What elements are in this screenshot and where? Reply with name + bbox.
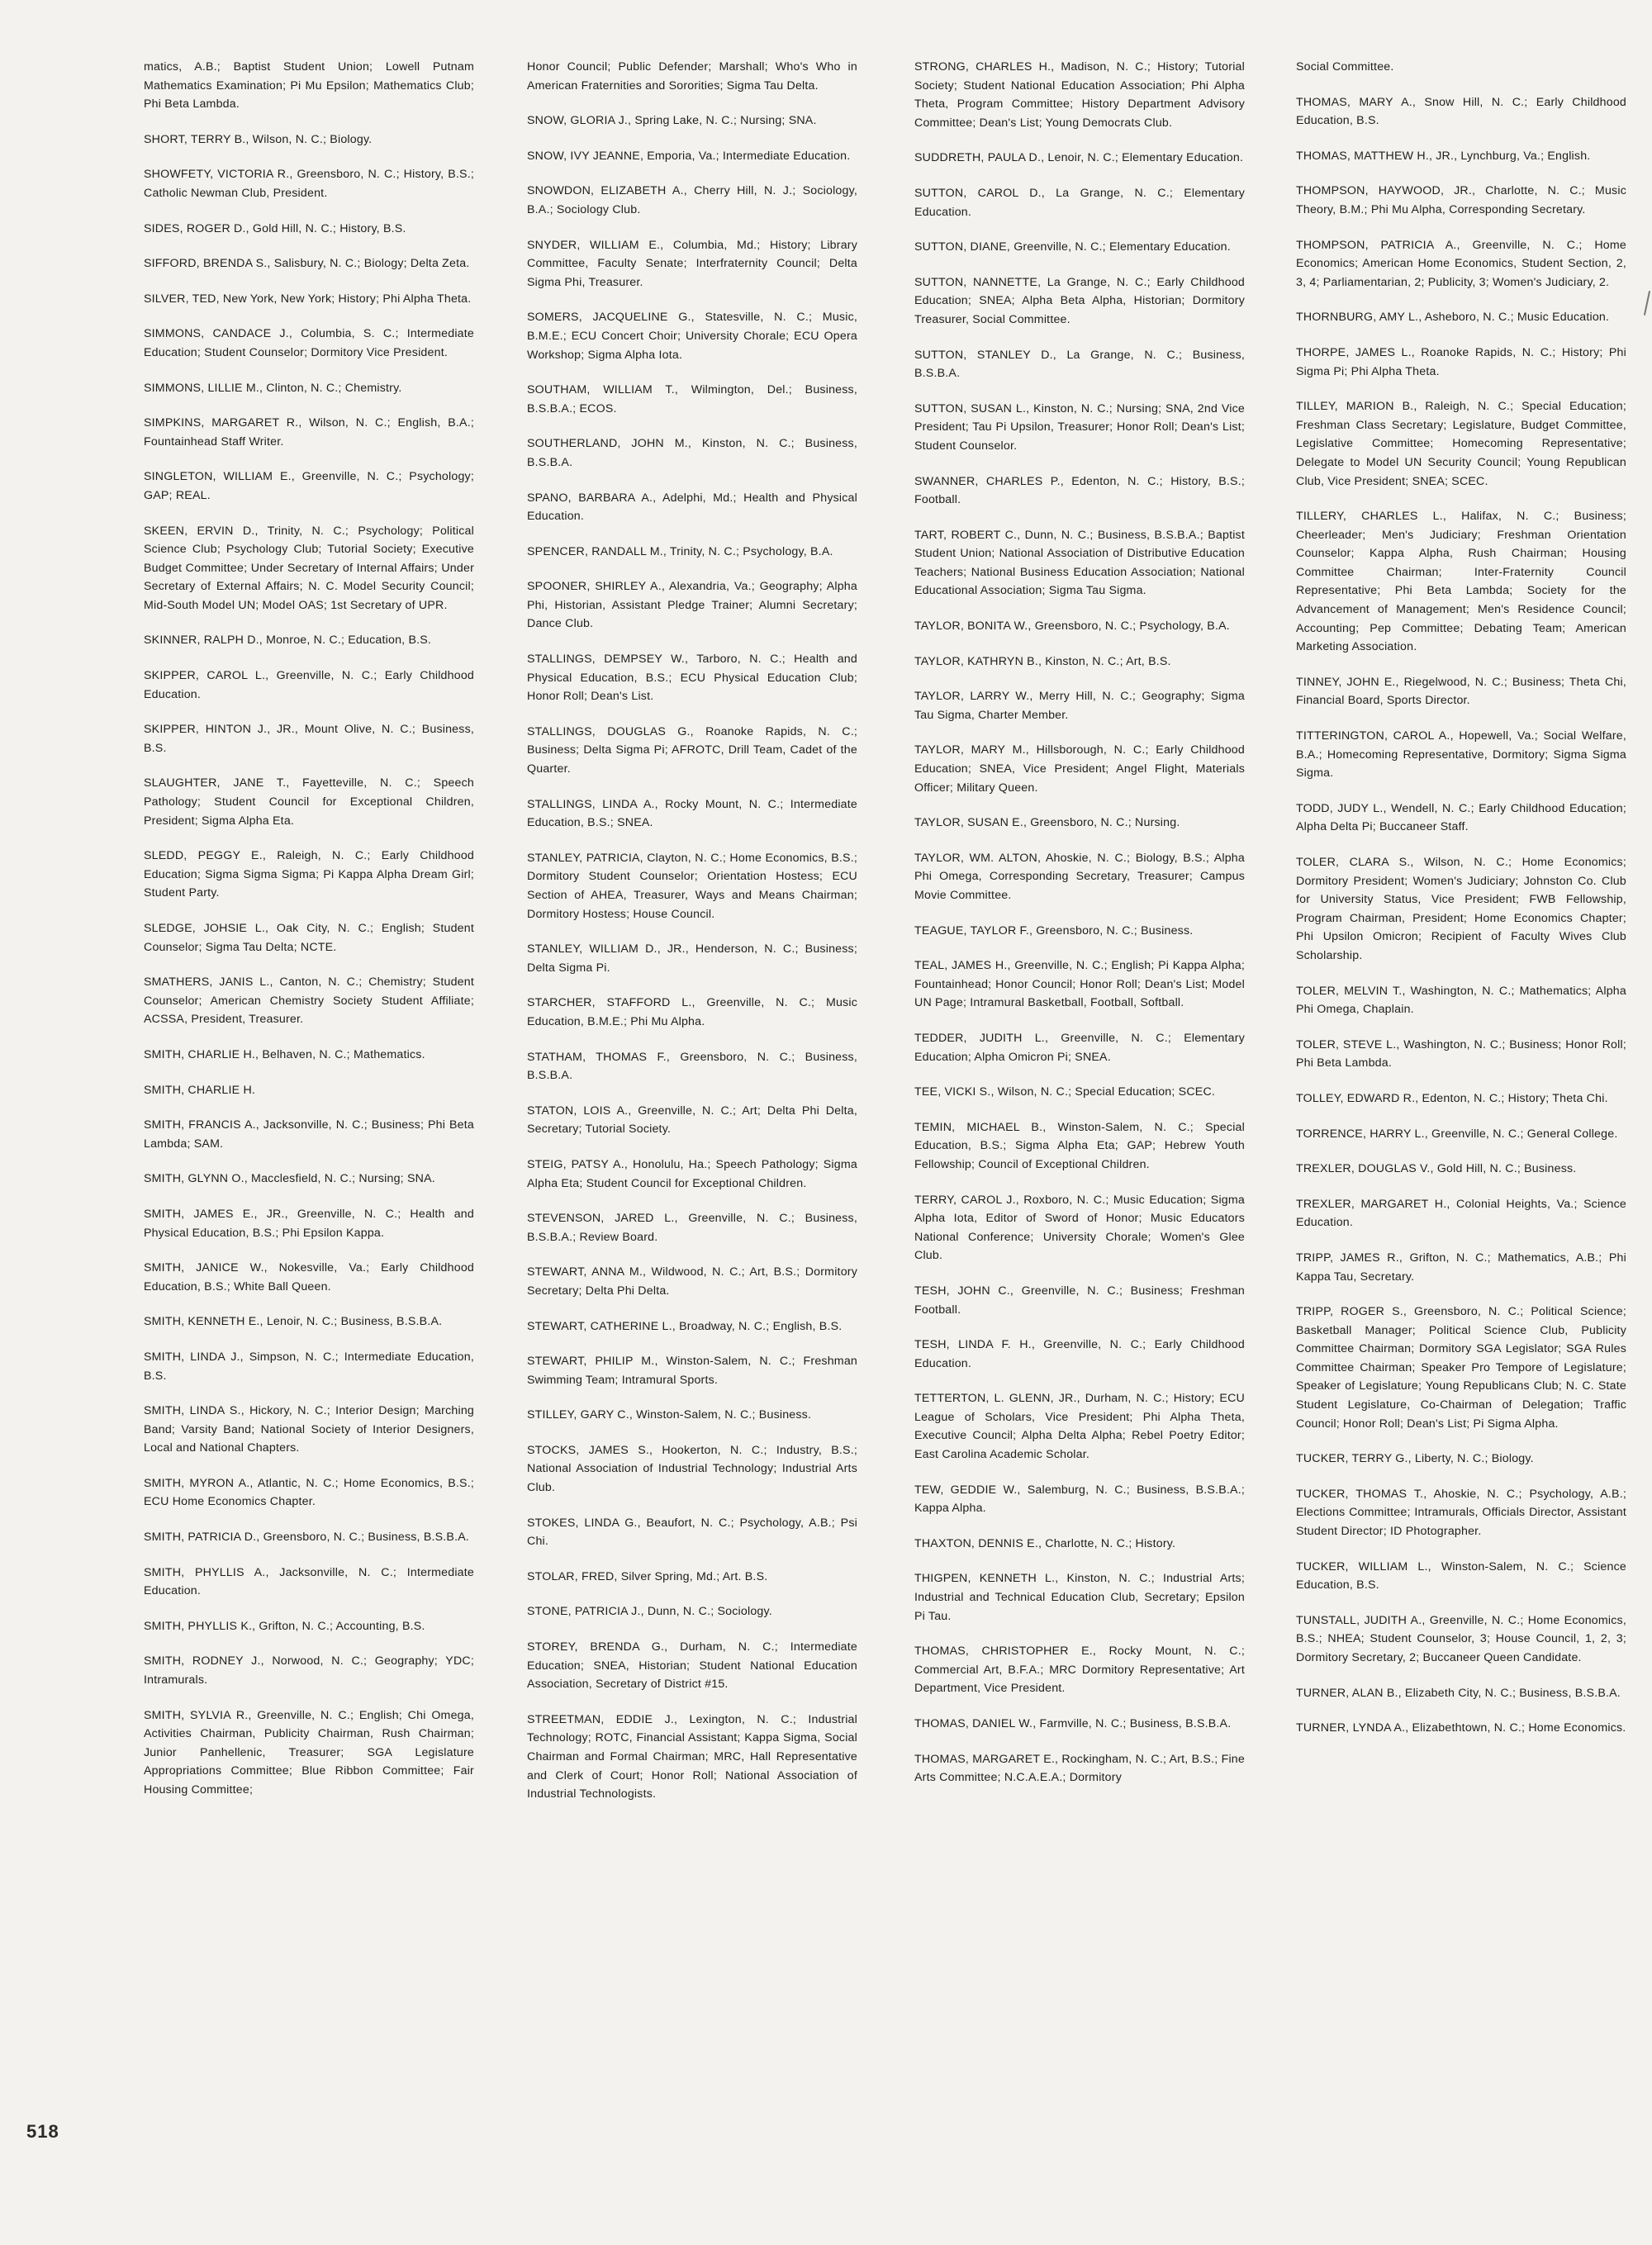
- student-entry: TINNEY, JOHN E., Riegelwood, N. C.; Business; Theta Chi, Financial Board, Sports Director.: [1296, 675, 1626, 708]
- student-entry: SNOW, IVY JEANNE, Emporia, Va.; Intermediate Education.: [527, 149, 851, 163]
- student-entry: SOUTHERLAND, JOHN M., Kinston, N. C.; Business, B.S.B.A.: [527, 437, 857, 469]
- student-entry: THOMAS, MARGARET E., Rockingham, N. C.; Art, B.S.; Fine Arts Committee; N.C.A.E.A.; Dormitory: [914, 1752, 1245, 1785]
- student-entry: THOMPSON, PATRICIA A., Greenville, N. C.; Home Economics; American Home Economics, Student Section, 2, 3, 4; Parliamentarian, 2; Publicity, 3; Women's Judiciary, 2.: [1296, 238, 1626, 289]
- student-entry: TAYLOR, WM. ALTON, Ahoskie, N. C.; Biology, B.S.; Alpha Phi Omega, Corresponding Secretary, Treasurer; Campus Movie Committee.: [914, 851, 1245, 902]
- student-entry: TOLER, CLARA S., Wilson, N. C.; Home Economics; Dormitory President; Women's Judiciary; Johnston Co. Club for University Status, Vice President; FWB Fellowship, Program Chairman, President; Home Economics Chapter; Phi Upsilon Omicron; Recipient of Faculty Wives Club Scholarship.: [1296, 856, 1626, 962]
- student-entry: SMITH, PATRICIA D., Greensboro, N. C.; Business, B.S.B.A.: [144, 1531, 470, 1545]
- student-entry: STOREY, BRENDA G., Durham, N. C.; Intermediate Education; SNEA, Historian; Student National Education Association, Secretary of District #15.: [527, 1640, 857, 1692]
- student-entry: SMITH, PHYLLIS A., Jacksonville, N. C.; Intermediate Education.: [144, 1565, 474, 1598]
- student-entry: TORRENCE, HARRY L., Greenville, N. C.; General College.: [1296, 1127, 1618, 1141]
- student-entry: THOMPSON, HAYWOOD, JR., Charlotte, N. C.; Music Theory, B.M.; Phi Mu Alpha, Corresponding Secretary.: [1296, 184, 1626, 216]
- student-entry: TEE, VICKI S., Wilson, N. C.; Special Education; SCEC.: [914, 1085, 1216, 1099]
- student-entry: TITTERINGTON, CAROL A., Hopewell, Va.; Social Welfare, B.A.; Homecoming Representative, Dormitory; Sigma Sigma Sigma.: [1296, 729, 1626, 781]
- student-entry: SNYDER, WILLIAM E., Columbia, Md.; History; Library Committee, Faculty Senate; Interfraternity Council; Delta Sigma Phi, Treasurer.: [527, 238, 857, 289]
- student-entry: TURNER, ALAN B., Elizabeth City, N. C.; Business, B.S.B.A.: [1296, 1686, 1621, 1700]
- student-entry: SMITH, CHARLIE H.: [144, 1083, 256, 1097]
- student-entry: TART, ROBERT C., Dunn, N. C.; Business, B.S.B.A.; Baptist Student Union; National Association of Distributive Education Teachers; National Business Education Association; National Educational Association; Sigma Tau Sigma.: [914, 528, 1245, 598]
- student-entry: STANLEY, WILLIAM D., JR., Henderson, N. C.; Business; Delta Sigma Pi.: [527, 942, 857, 975]
- student-entry: SIDES, ROGER D., Gold Hill, N. C.; History, B.S.: [144, 221, 406, 235]
- student-entry: TODD, JUDY L., Wendell, N. C.; Early Childhood Education; Alpha Delta Pi; Buccaneer Staff.: [1296, 801, 1626, 834]
- student-entry: SNOWDON, ELIZABETH A., Cherry Hill, N. J.; Sociology, B.A.; Sociology Club.: [527, 184, 857, 216]
- student-entry: SKINNER, RALPH D., Monroe, N. C.; Education, B.S.: [144, 634, 432, 648]
- student-entry: THIGPEN, KENNETH L., Kinston, N. C.; Industrial Arts; Industrial and Technical Education Club, Secretary; Epsilon Pi Tau.: [914, 1572, 1245, 1623]
- student-entry: SINGLETON, WILLIAM E., Greenville, N. C.; Psychology; GAP; REAL.: [144, 470, 474, 502]
- student-entry: STALLINGS, DEMPSEY W., Tarboro, N. C.; Health and Physical Education, B.S.; ECU Physical Education Club; Honor Roll; Dean's List.: [527, 653, 857, 704]
- student-entry: TREXLER, MARGARET H., Colonial Heights, Va.; Science Education.: [1296, 1197, 1626, 1230]
- student-entry: TEAGUE, TAYLOR F., Greensboro, N. C.; Business.: [914, 923, 1194, 937]
- column-2: [527, 58, 857, 1820]
- student-entry: THOMAS, CHRISTOPHER E., Rocky Mount, N. C.; Commercial Art, B.F.A.; MRC Dormitory Representative; Art Department, Vice President.: [914, 1645, 1245, 1696]
- student-entry: STATHAM, THOMAS F., Greensboro, N. C.; Business, B.S.B.A.: [527, 1050, 857, 1083]
- student-entry: SMITH, CHARLIE H., Belhaven, N. C.; Mathematics.: [144, 1047, 425, 1061]
- student-entry: STALLINGS, DOUGLAS G., Roanoke Rapids, N. C.; Business; Delta Sigma Pi; AFROTC, Drill Team, Cadet of the Quarter.: [527, 724, 857, 776]
- student-entry: TAYLOR, BONITA W., Greensboro, N. C.; Psychology, B.A.: [914, 619, 1230, 634]
- student-entry: SKEEN, ERVIN D., Trinity, N. C.; Psychology; Political Science Club; Psychology Club; Tutorial Society; Executive Budget Committee; Under Secretary of Internal Affairs; Under Secretary of External Affairs; N. C. Model Security Council; Mid-South Model UN; Model OAS; 1st Secretary of UPR.: [144, 524, 474, 612]
- student-entry: STEWART, CATHERINE L., Broadway, N. C.; English, B.S.: [527, 1319, 843, 1333]
- student-entry: TUCKER, WILLIAM L., Winston-Salem, N. C.; Science Education, B.S.: [1296, 1559, 1626, 1592]
- student-entry: TAYLOR, SUSAN E., Greensboro, N. C.; Nursing.: [914, 816, 1180, 830]
- student-entry: THORNBURG, AMY L., Asheboro, N. C.; Music Education.: [1296, 311, 1610, 325]
- student-entry: TOLLEY, EDWARD R., Edenton, N. C.; History; Theta Chi.: [1296, 1091, 1608, 1105]
- student-entry: TETTERTON, L. GLENN, JR., Durham, N. C.; History; ECU League of Scholars, Vice President; Phi Alpha Theta, Executive Council; Alpha Delta Alpha; Rebel Poetry Editor; East Carolina Academic Scholar.: [914, 1392, 1245, 1462]
- student-entry: SIMMONS, CANDACE J., Columbia, S. C.; Intermediate Education; Student Counselor; Dormitory Vice President.: [144, 327, 474, 359]
- student-entry: THORPE, JAMES L., Roanoke Rapids, N. C.; History; Phi Sigma Pi; Phi Alpha Theta.: [1296, 345, 1626, 378]
- student-entry: TOLER, STEVE L., Washington, N. C.; Business; Honor Roll; Phi Beta Lambda.: [1296, 1037, 1626, 1070]
- student-entry: SLAUGHTER, JANE T., Fayetteville, N. C.; Speech Pathology; Student Council for Exceptional Children, President; Sigma Alpha Eta.: [144, 776, 474, 828]
- student-entry: SMITH, GLYNN O., Macclesfield, N. C.; Nursing; SNA.: [144, 1172, 435, 1186]
- student-entry: Honor Council; Public Defender; Marshall; Who's Who in American Fraternities and Sororities; Sigma Tau Delta.: [527, 60, 857, 93]
- student-entry: TREXLER, DOUGLAS V., Gold Hill, N. C.; Business.: [1296, 1162, 1577, 1176]
- student-entry: SHORT, TERRY B., Wilson, N. C.; Biology.: [144, 132, 373, 146]
- student-entry: TEDDER, JUDITH L., Greenville, N. C.; Elementary Education; Alpha Omicron Pi; SNEA.: [914, 1031, 1245, 1064]
- student-entry: SMITH, LINDA J., Simpson, N. C.; Intermediate Education, B.S.: [144, 1350, 474, 1383]
- column-4: [1296, 58, 1626, 1754]
- column-3: [914, 58, 1245, 1804]
- student-entry: SKIPPER, CAROL L., Greenville, N. C.; Early Childhood Education.: [144, 669, 474, 701]
- student-entry: STREETMAN, EDDIE J., Lexington, N. C.; Industrial Technology; ROTC, Financial Assistant; Kappa Sigma, Social Chairman and Formal Chairman; MRC, Hall Representative and Clerk of Court; Honor Roll; National Association of Industrial Technologists.: [527, 1712, 857, 1801]
- student-entry: STOKES, LINDA G., Beaufort, N. C.; Psychology, A.B.; Psi Chi.: [527, 1516, 857, 1549]
- student-entry: TAYLOR, MARY M., Hillsborough, N. C.; Early Childhood Education; SNEA, Vice President; Angel Flight, Materials Officer; Military Queen.: [914, 743, 1245, 795]
- student-entry: STRONG, CHARLES H., Madison, N. C.; History; Tutorial Society; Student National Education Association; Phi Alpha Theta, Program Committee; History Department Advisory Committee; Dean's List; Young Democrats Club.: [914, 60, 1245, 130]
- student-entry: TOLER, MELVIN T., Washington, N. C.; Mathematics; Alpha Phi Omega, Chaplain.: [1296, 984, 1626, 1017]
- student-entry: TEW, GEDDIE W., Salemburg, N. C.; Business, B.S.B.A.; Kappa Alpha.: [914, 1483, 1245, 1516]
- student-entry: SPOONER, SHIRLEY A., Alexandria, Va.; Geography; Alpha Phi, Historian, Assistant Pledge Trainer; Alumni Secretary; Dance Club.: [527, 580, 857, 631]
- student-entry: TAYLOR, LARRY W., Merry Hill, N. C.; Geography; Sigma Tau Sigma, Charter Member.: [914, 690, 1245, 722]
- student-entry: SILVER, TED, New York, New York; History; Phi Alpha Theta.: [144, 292, 472, 306]
- column-1: [144, 58, 474, 1816]
- student-entry: SMITH, PHYLLIS K., Grifton, N. C.; Accounting, B.S.: [144, 1619, 425, 1633]
- student-entry: TUCKER, TERRY G., Liberty, N. C.; Biology.: [1296, 1452, 1534, 1466]
- student-entry: STARCHER, STAFFORD L., Greenville, N. C.; Music Education, B.M.E.; Phi Mu Alpha.: [527, 996, 857, 1028]
- student-entry: STEIG, PATSY A., Honolulu, Ha.; Speech Pathology; Sigma Alpha Eta; Student Council for Exceptional Children.: [527, 1157, 857, 1190]
- student-entry: THAXTON, DENNIS E., Charlotte, N. C.; History.: [914, 1536, 1176, 1550]
- student-entry: STONE, PATRICIA J., Dunn, N. C.; Sociology.: [527, 1605, 772, 1619]
- student-entry: SLEDD, PEGGY E., Raleigh, N. C.; Early Childhood Education; Sigma Sigma Sigma; Pi Kappa Alpha Dream Girl; Student Party.: [144, 849, 474, 900]
- student-entry: STEWART, PHILIP M., Winston-Salem, N. C.; Freshman Swimming Team; Intramural Sports.: [527, 1355, 857, 1387]
- student-entry: SIFFORD, BRENDA S., Salisbury, N. C.; Biology; Delta Zeta.: [144, 257, 470, 271]
- student-entry: SKIPPER, HINTON J., JR., Mount Olive, N. C.; Business, B.S.: [144, 723, 474, 755]
- student-entry: SPANO, BARBARA A., Adelphi, Md.; Health and Physical Education.: [527, 491, 857, 524]
- student-entry: THOMAS, MARY A., Snow Hill, N. C.; Early Childhood Education, B.S.: [1296, 95, 1626, 128]
- student-entry: SMITH, MYRON A., Atlantic, N. C.; Home Economics, B.S.; ECU Home Economics Chapter.: [144, 1476, 474, 1509]
- student-entry: STOCKS, JAMES S., Hookerton, N. C.; Industry, B.S.; National Association of Industrial Technology; Industrial Arts Club.: [527, 1443, 857, 1495]
- student-entry: SIMMONS, LILLIE M., Clinton, N. C.; Chemistry.: [144, 381, 402, 395]
- student-entry: SUTTON, STANLEY D., La Grange, N. C.; Business, B.S.B.A.: [914, 348, 1245, 381]
- student-entry: STEWART, ANNA M., Wildwood, N. C.; Art, B.S.; Dormitory Secretary; Delta Phi Delta.: [527, 1265, 857, 1298]
- student-entry: SMITH, KENNETH E., Lenoir, N. C.; Business, B.S.B.A.: [144, 1315, 443, 1329]
- student-entry: SNOW, GLORIA J., Spring Lake, N. C.; Nursing; SNA.: [527, 114, 817, 128]
- student-entry: TEMIN, MICHAEL B., Winston-Salem, N. C.; Special Education, B.S.; Sigma Alpha Eta; GAP; Hebrew Youth Fellowship; Council of Exceptional Children.: [914, 1120, 1245, 1171]
- student-entry: SUTTON, SUSAN L., Kinston, N. C.; Nursing; SNA, 2nd Vice President; Tau Pi Upsilon, Treasurer; Honor Roll; Dean's List; Student Counselor.: [914, 401, 1245, 453]
- student-entry: SWANNER, CHARLES P., Edenton, N. C.; History, B.S.; Football.: [914, 474, 1245, 507]
- page-number: 518: [26, 2121, 59, 2142]
- student-entry: SMITH, FRANCIS A., Jacksonville, N. C.; Business; Phi Beta Lambda; SAM.: [144, 1118, 474, 1151]
- student-entry: TERRY, CAROL J., Roxboro, N. C.; Music Education; Sigma Alpha Iota, Editor of Sword of Honor; Music Educators National Conference; University Chorale; Women's Glee Club.: [914, 1193, 1245, 1263]
- student-entry: SUTTON, NANNETTE, La Grange, N. C.; Early Childhood Education; SNEA; Alpha Beta Alpha, Historian; Dormitory Treasurer, Social Committee.: [914, 275, 1245, 326]
- student-entry: SMITH, RODNEY J., Norwood, N. C.; Geography; YDC; Intramurals.: [144, 1654, 474, 1687]
- student-entry: SUTTON, DIANE, Greenville, N. C.; Elementary Education.: [914, 240, 1231, 254]
- student-entry: TUNSTALL, JUDITH A., Greenville, N. C.; Home Economics, B.S.; NHEA; Student Counselor, 3; House Council, 1, 2, 3; Dormitory Secretary, 2; Buccaneer Queen Candidate.: [1296, 1613, 1626, 1664]
- student-entry: SLEDGE, JOHSIE L., Oak City, N. C.; English; Student Counselor; Sigma Tau Delta; NCTE.: [144, 922, 474, 954]
- student-entry: SUDDRETH, PAULA D., Lenoir, N. C.; Elementary Education.: [914, 151, 1244, 165]
- student-entry: SMATHERS, JANIS L., Canton, N. C.; Chemistry; Student Counselor; American Chemistry Society Student Affiliate; ACSSA, President, Treasurer.: [144, 975, 474, 1027]
- student-entry: SOUTHAM, WILLIAM T., Wilmington, Del.; Business, B.S.B.A.; ECOS.: [527, 383, 857, 415]
- student-entry: TESH, LINDA F. H., Greenville, N. C.; Early Childhood Education.: [914, 1338, 1245, 1370]
- student-entry: SMITH, JANICE W., Nokesville, Va.; Early Childhood Education, B.S.; White Ball Queen.: [144, 1261, 474, 1293]
- student-entry: STALLINGS, LINDA A., Rocky Mount, N. C.; Intermediate Education, B.S.; SNEA.: [527, 797, 857, 830]
- student-entry: THOMAS, MATTHEW H., JR., Lynchburg, Va.; English.: [1296, 149, 1591, 163]
- student-entry: TILLEY, MARION B., Raleigh, N. C.; Special Education; Freshman Class Secretary; Legislature, Budget Committee, Legislative Committee; Homecoming Representative; Delegate to Model UN Security Council; Young Republican Club, Vice President; SNEA; SCEC.: [1296, 400, 1626, 488]
- student-entry: TILLERY, CHARLES L., Halifax, N. C.; Business; Cheerleader; Men's Judiciary; Freshman Orientation Counselor; Kappa Alpha, Rush Chairman; Housing Committee Chairman; Inter-Fraternity Council Representative; Phi Beta Lambda; Society for the Advancement of Management; Men's Residence Council; Accounting; Pep Committee; Debating Team; American Marketing Association.: [1296, 510, 1626, 654]
- student-entry: SPENCER, RANDALL M., Trinity, N. C.; Psychology, B.A.: [527, 544, 833, 558]
- student-entry: TURNER, LYNDA A., Elizabethtown, N. C.; Home Economics.: [1296, 1721, 1626, 1735]
- student-entry: TAYLOR, KATHRYN B., Kinston, N. C.; Art, B.S.: [914, 654, 1171, 668]
- student-entry: SIMPKINS, MARGARET R., Wilson, N. C.; English, B.A.; Fountainhead Staff Writer.: [144, 416, 474, 449]
- student-entry: TRIPP, ROGER S., Greensboro, N. C.; Political Science; Basketball Manager; Political Science Club, Publicity Committee Chairman; Dormitory SGA Legislator; SGA Rules Committee Chairman; Speaker Pro Tempore of Legislature; Speaker of Legislature; Young Republicans Club; N. C. State Student Legislature, Co-Chairman of Delegation; Traffic Council; Honor Roll; Dean's List; Pi Sigma Alpha.: [1296, 1305, 1626, 1431]
- student-entry: SHOWFETY, VICTORIA R., Greensboro, N. C.; History, B.S.; Catholic Newman Club, President.: [144, 168, 474, 200]
- student-entry: TESH, JOHN C., Greenville, N. C.; Business; Freshman Football.: [914, 1284, 1245, 1317]
- margin-mark: [1644, 291, 1650, 316]
- student-entry: STANLEY, PATRICIA, Clayton, N. C.; Home Economics, B.S.; Dormitory Student Counselor; Orientation Hostess; ECU Section of AHEA, Treasurer, Ways and Means Chairman; Dormitory Hostess; House Council.: [527, 851, 857, 921]
- student-entry: THOMAS, DANIEL W., Farmville, N. C.; Business, B.S.B.A.: [914, 1717, 1232, 1730]
- student-entry: SOMERS, JACQUELINE G., Statesville, N. C.; Music, B.M.E.; ECU Concert Choir; University Chorale; ECU Opera Workshop; Sigma Alpha Iota.: [527, 311, 857, 362]
- student-entry: STOLAR, FRED, Silver Spring, Md.; Art. B.S.: [527, 1569, 768, 1583]
- student-entry: SMITH, LINDA S., Hickory, N. C.; Interior Design; Marching Band; Varsity Band; National Society of Interior Designers, Local and National Chapters.: [144, 1404, 474, 1455]
- student-entry: TRIPP, JAMES R., Grifton, N. C.; Mathematics, A.B.; Phi Kappa Tau, Secretary.: [1296, 1251, 1626, 1284]
- student-entry: STATON, LOIS A., Greenville, N. C.; Art; Delta Phi Delta, Secretary; Tutorial Society.: [527, 1104, 857, 1137]
- student-entry: STEVENSON, JARED L., Greenville, N. C.; Business, B.S.B.A.; Review Board.: [527, 1212, 857, 1244]
- student-entry: SMITH, SYLVIA R., Greenville, N. C.; English; Chi Omega, Activities Chairman, Publicity Chairman, Rush Chairman; Junior Panhellenic, Treasurer; SGA Legislature Appropriations Committee; Blue Ribbon Committee; Fair Housing Committee;: [144, 1708, 474, 1796]
- student-entry: Social Committee.: [1296, 60, 1394, 74]
- student-entry: matics, A.B.; Baptist Student Union; Lowell Putnam Mathematics Examination; Pi Mu Epsilon; Mathematics Club; Phi Beta Lambda.: [144, 60, 474, 112]
- student-entry: SMITH, JAMES E., JR., Greenville, N. C.; Health and Physical Education, B.S.; Phi Epsilon Kappa.: [144, 1207, 474, 1240]
- student-entry: TUCKER, THOMAS T., Ahoskie, N. C.; Psychology, A.B.; Elections Committee; Intramurals, Officials Director, Assistant Student Director; ID Photographer.: [1296, 1487, 1626, 1539]
- student-entry: SUTTON, CAROL D., La Grange, N. C.; Elementary Education.: [914, 186, 1245, 219]
- student-entry: STILLEY, GARY C., Winston-Salem, N. C.; Business.: [527, 1408, 812, 1422]
- student-entry: TEAL, JAMES H., Greenville, N. C.; English; Pi Kappa Alpha; Fountainhead; Honor Council; Honor Roll; Dean's List; Model UN Page; Intramural Basketball, Football, Softball.: [914, 959, 1245, 1010]
